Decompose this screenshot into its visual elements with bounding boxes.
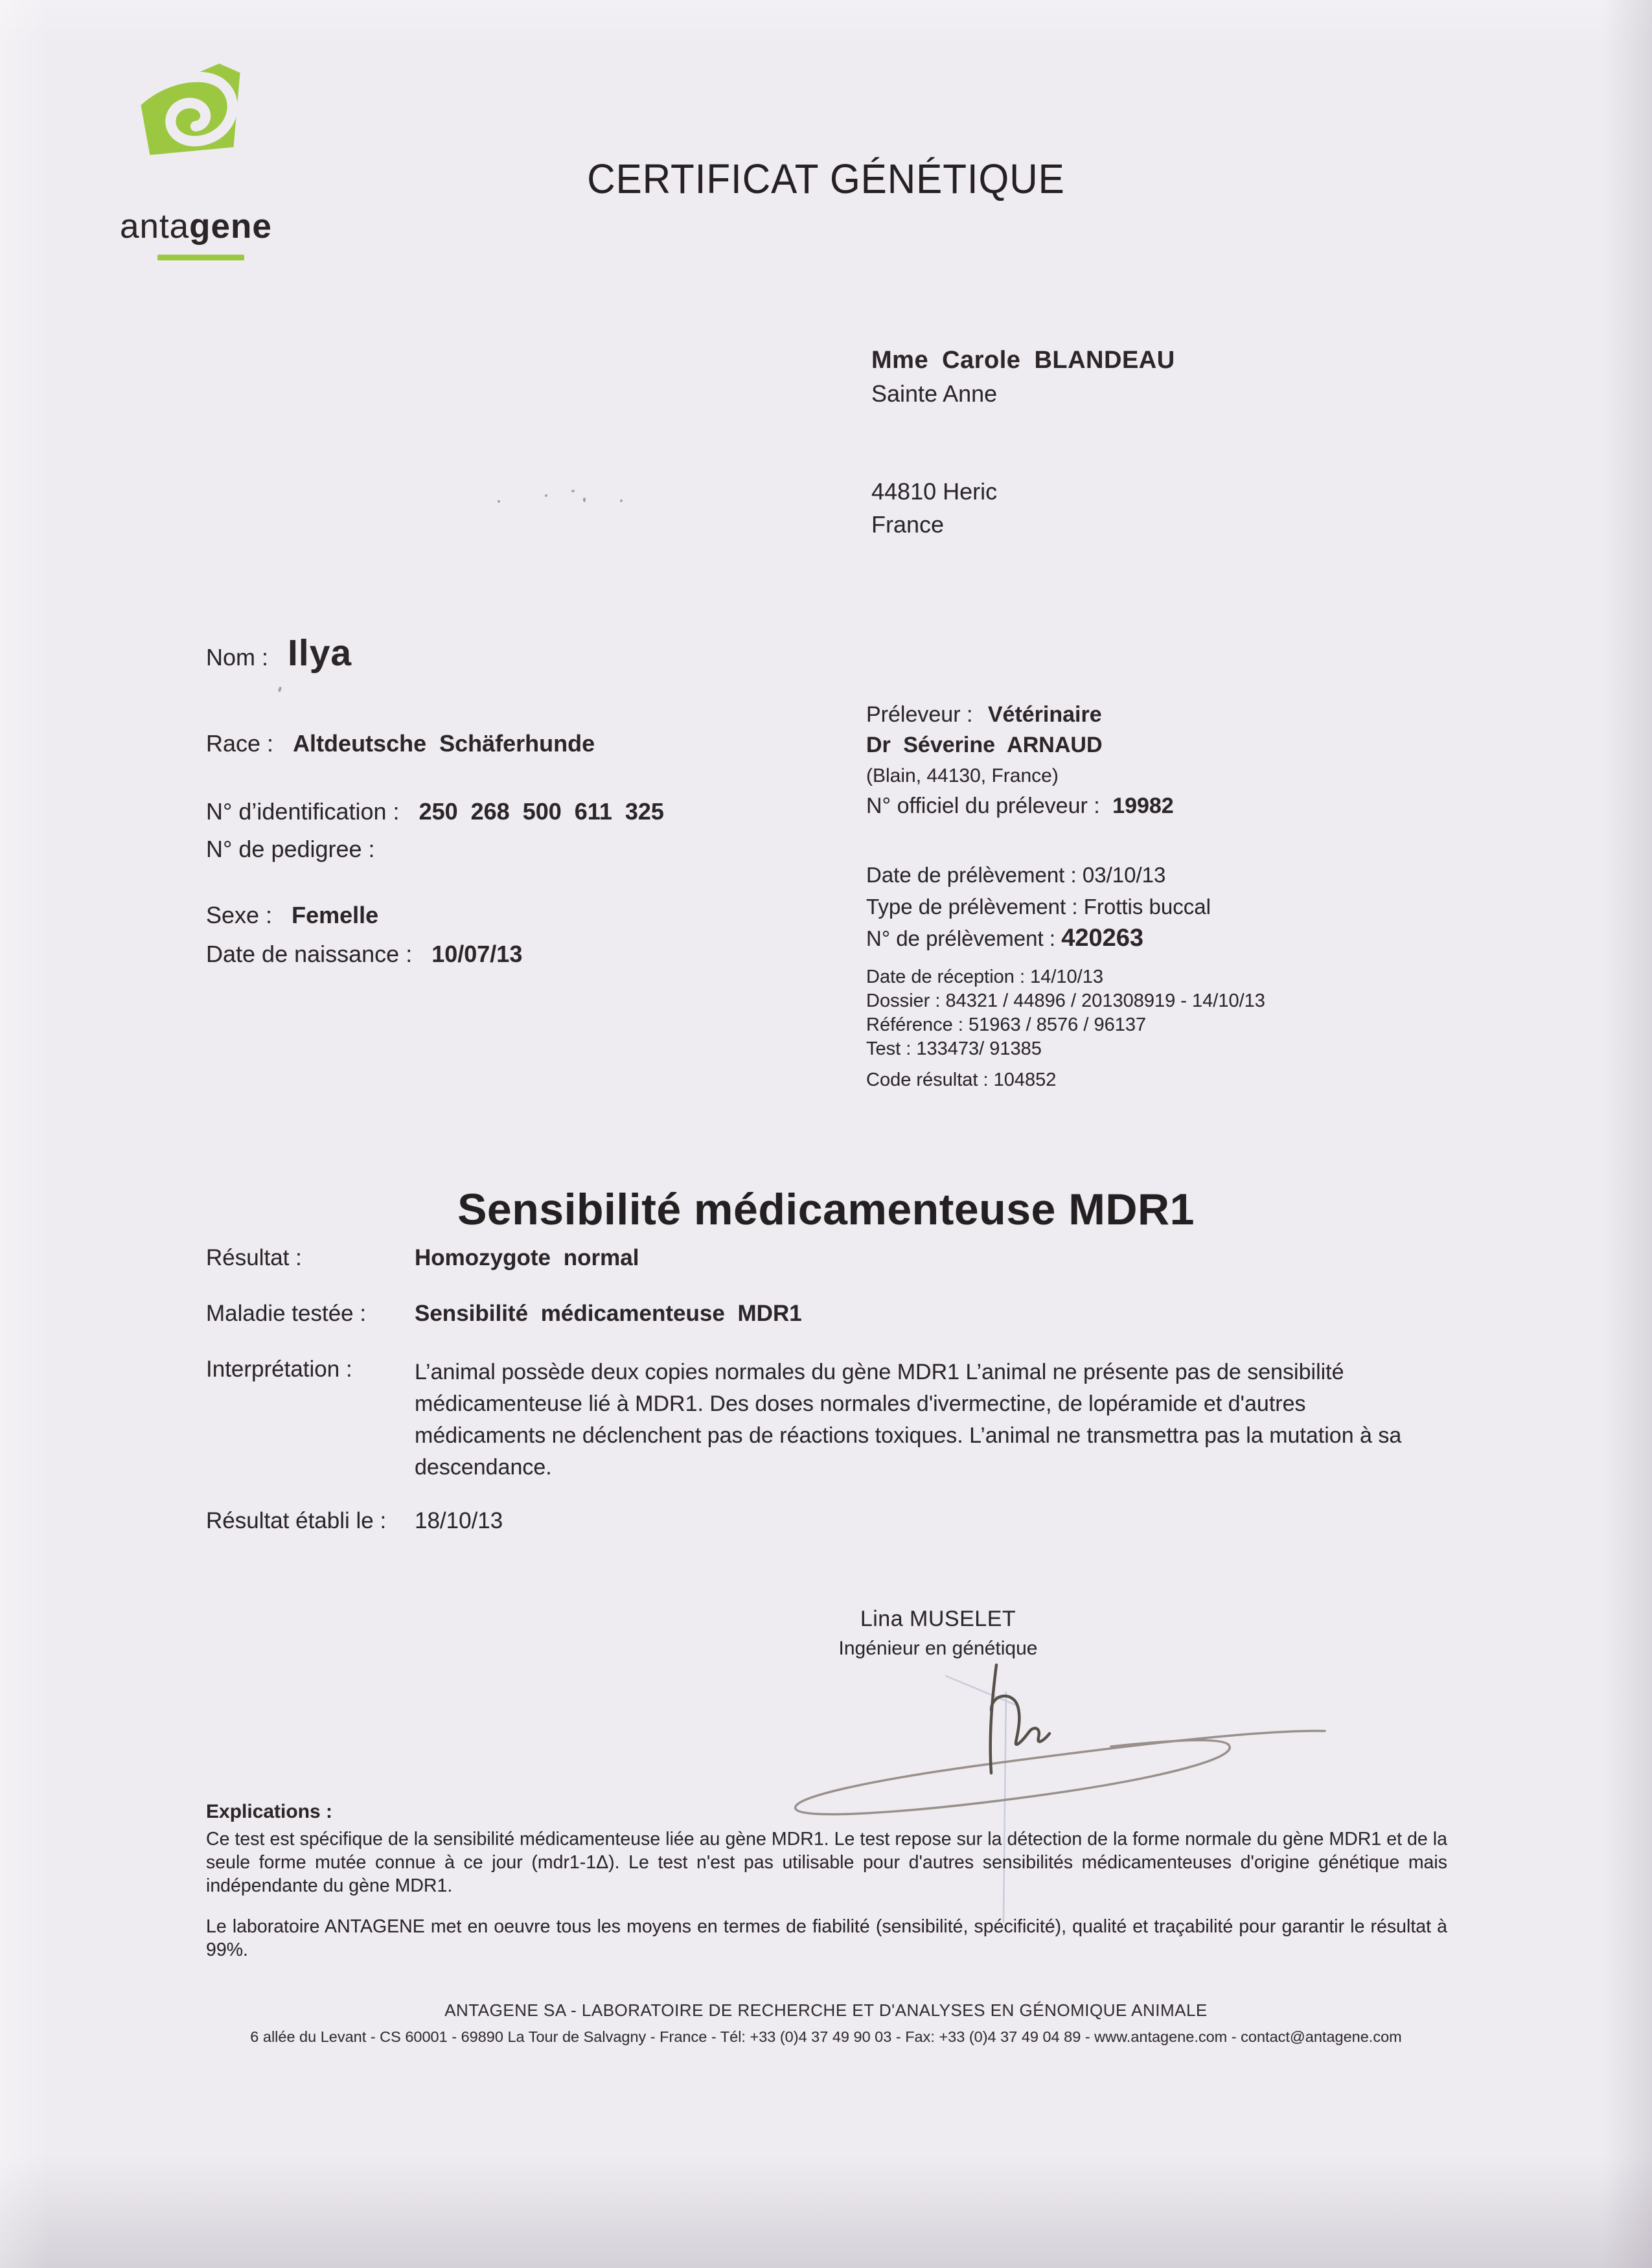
preleveur-block <box>866 700 1174 821</box>
footer-contact-line: 6 allée du Levant - CS 60001 - 69890 La Tour de Salvagny - France - Tél: +33 (0)4 37 49 90 03 - Fax: +33 (0)4 37 49 04 89 - www.antagene.com - contact@antagene.com <box>250 2028 1402 2045</box>
nom-row <box>206 632 352 674</box>
pedigree-row <box>206 836 388 863</box>
sexe-row <box>206 902 378 929</box>
speckle-dot <box>498 500 500 503</box>
resultat-row <box>206 1245 1450 1271</box>
dossier-line-reference: Référence : 51963 / 8576 / 96137 <box>866 1014 1147 1035</box>
prelevement-type-label: Type de prélèvement : <box>866 895 1078 919</box>
prelevement-type-line <box>866 891 1211 922</box>
brand-underline <box>157 255 244 260</box>
preleveur-label: Préleveur : <box>866 702 973 727</box>
speckle-dot <box>278 687 282 693</box>
resultat-value: Homozygote normal <box>415 1245 639 1270</box>
recipient-address <box>871 344 1175 541</box>
footer-lab-name: ANTAGENE SA - LABORATOIRE DE RECHERCHE ET D'ANALYSES EN GÉNOMIQUE ANIMALE <box>444 2000 1208 2020</box>
identification-value: 250 268 500 611 325 <box>419 798 664 825</box>
sexe-value: Femelle <box>292 902 379 928</box>
recipient-country: France <box>871 511 945 538</box>
prelevement-block <box>866 859 1211 954</box>
address-gap <box>871 410 1175 475</box>
race-label: Race : <box>206 730 274 757</box>
speckle-dot <box>620 499 623 502</box>
antagene-wordmark <box>120 209 327 245</box>
dossier-line-reception: Date de réception : 14/10/13 <box>866 967 1103 987</box>
preleveur-officiel-label: N° officiel du préleveur : <box>866 794 1100 818</box>
naissance-label: Date de naissance : <box>206 941 413 967</box>
prelevement-date-line <box>866 859 1211 891</box>
resultat-label: Résultat : <box>206 1245 302 1270</box>
identification-label: N° d’identification : <box>206 798 400 825</box>
explications-para2: Le laboratoire ANTAGENE met en oeuvre tous les moyens en termes de fiabilité (sensibilité, spécificité), qualité et traçabilité pour garantir le résultat à 99%. <box>206 1916 1447 1960</box>
identification-row <box>206 798 664 825</box>
preleveur-lieu: (Blain, 44130, France) <box>866 765 1059 786</box>
preleveur-line <box>866 700 1174 730</box>
signatory-block <box>783 1607 1094 1660</box>
prelevement-numero-value: 420263 <box>1061 924 1143 952</box>
preleveur-type: Vétérinaire <box>987 702 1102 727</box>
prelevement-numero-line <box>866 922 1211 954</box>
antagene-logo <box>120 58 327 245</box>
result-heading: Sensibilité médicamenteuse MDR1 <box>457 1185 1195 1235</box>
recipient-line2: Sainte Anne <box>871 380 998 407</box>
speckle-dot <box>583 498 586 502</box>
dossier-line-dossier: Dossier : 84321 / 44896 / 201308919 - 14/10/13 <box>866 991 1265 1011</box>
race-value: Altdeutsche Schäferhunde <box>293 730 595 757</box>
dossier-line-code: Code résultat : 104852 <box>866 1070 1057 1090</box>
explications-heading: Explications : <box>206 1801 333 1822</box>
interpretation-label: Interprétation : <box>206 1357 352 1382</box>
interpretation-value: L’animal possède deux copies normales du gène MDR1 L’animal ne présente pas de sensibilité médicamenteuse lié à MDR1. Des doses normales d'ivermectine, de lopéramide et d'autres médicaments ne déclenchent pas de réactions toxiques. L’animal ne transmettra pas la mutation à sa descendance. <box>415 1360 1402 1480</box>
signatory-title: Ingénieur en génétique <box>838 1638 1038 1659</box>
preleveur-nom: Dr Séverine ARNAUD <box>866 733 1103 757</box>
brand-anta: anta <box>120 207 190 246</box>
recipient-name: Mme Carole BLANDEAU <box>871 347 1175 374</box>
etabli-label: Résultat établi le : <box>206 1508 387 1533</box>
explications-para1: Ce test est spécifique de la sensibilité médicamenteuse liée au gène MDR1. Le test repose sur la détection de la forme normale du gène MDR1 et de la seule forme mutée connue à ce jour (mdr1-1Δ). Le test n'est pas utilisable pour d'autres sensibilités médicamenteuses d'origine génétique mais indépendante du gène MDR1. <box>206 1829 1447 1896</box>
document-title: CERTIFICAT GÉNÉTIQUE <box>587 155 1065 202</box>
prelevement-numero-label: N° de prélèvement : <box>866 926 1056 950</box>
pedigree-label: N° de pedigree : <box>206 836 375 862</box>
explications-section <box>206 1801 1447 1962</box>
maladie-value: Sensibilité médicamenteuse MDR1 <box>415 1301 802 1326</box>
preleveur-officiel-line <box>866 791 1174 821</box>
maladie-label: Maladie testée : <box>206 1301 367 1326</box>
speckle-dot <box>571 490 575 492</box>
recipient-postal: 44810 Heric <box>871 478 998 505</box>
race-row <box>206 730 595 757</box>
speckle-dot <box>545 494 547 497</box>
dossier-block <box>866 965 1265 1092</box>
preleveur-officiel-value: 19982 <box>1112 794 1174 818</box>
prelevement-type-value: Frottis buccal <box>1083 895 1211 919</box>
brand-gene: gene <box>189 207 272 246</box>
prelevement-date-label: Date de prélèvement : <box>866 863 1077 887</box>
dossier-line-test: Test : 133473/ 91385 <box>866 1038 1042 1059</box>
naissance-value: 10/07/13 <box>431 941 523 967</box>
etabli-row <box>206 1508 1450 1534</box>
signatory-name: Lina MUSELET <box>860 1607 1016 1631</box>
prelevement-date-value: 03/10/13 <box>1082 863 1166 887</box>
sexe-label: Sexe : <box>206 902 273 928</box>
maladie-row <box>206 1301 1450 1327</box>
etabli-value: 18/10/13 <box>415 1508 503 1533</box>
interpretation-row <box>206 1357 1450 1480</box>
nom-value: Ilya <box>288 632 352 674</box>
naissance-row <box>206 941 522 968</box>
nom-label: Nom : <box>206 644 269 670</box>
